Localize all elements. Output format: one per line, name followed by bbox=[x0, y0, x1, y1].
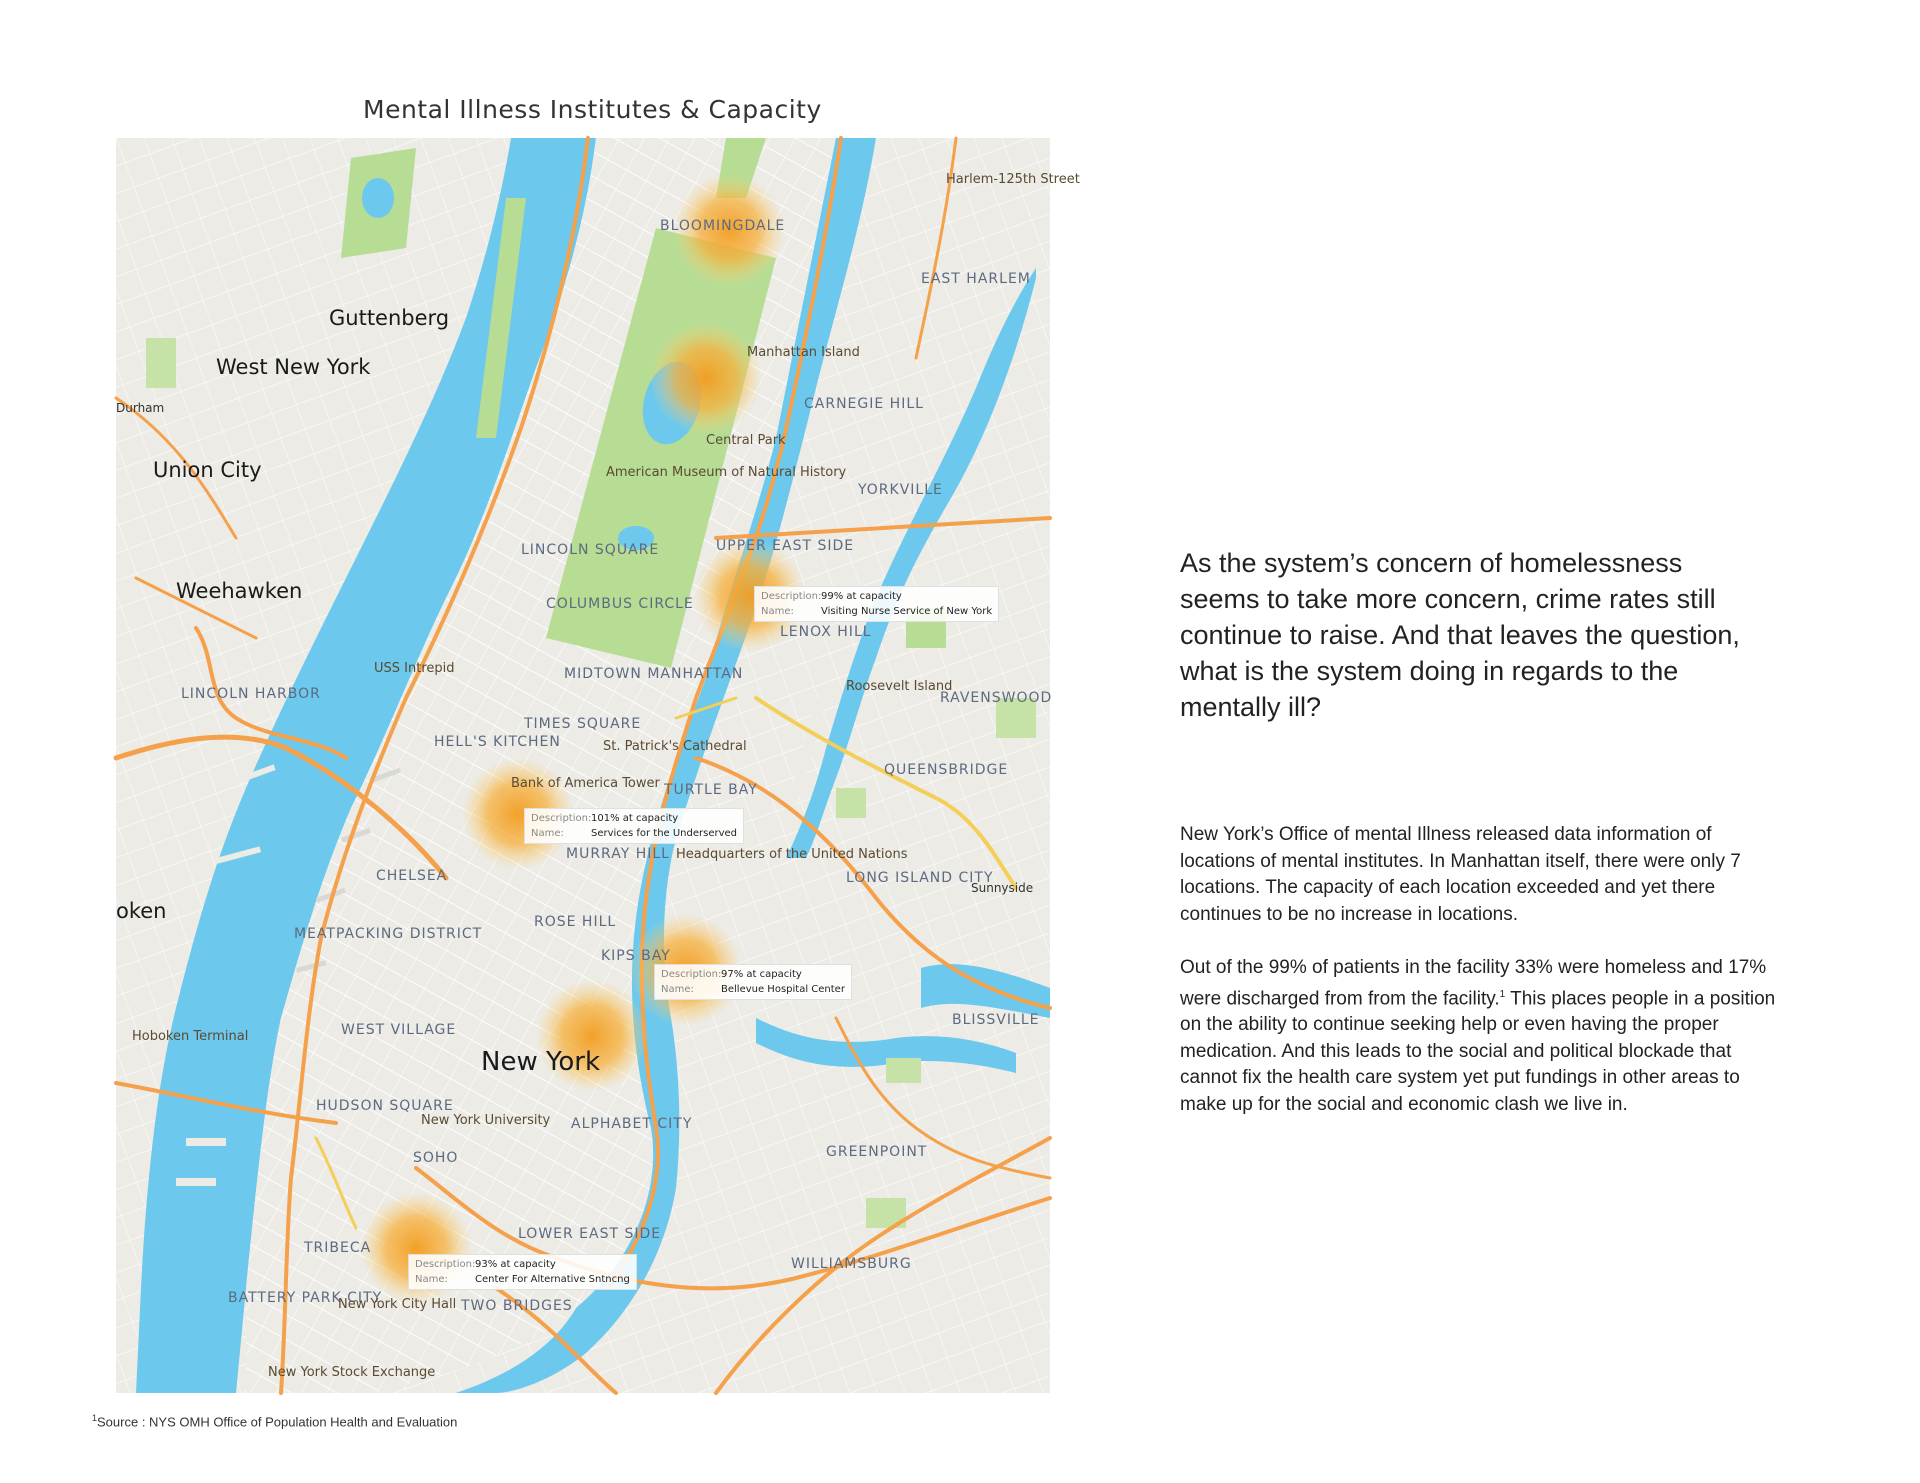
label-queensbridge: QUEENSBRIDGE bbox=[884, 762, 1009, 778]
label-carnegie-hill: CARNEGIE HILL bbox=[804, 396, 924, 412]
label-tribeca: TRIBECA bbox=[304, 1240, 372, 1256]
label-east-harlem: EAST HARLEM bbox=[921, 271, 1031, 287]
label-lenox-hill: LENOX HILL bbox=[780, 624, 872, 640]
map[interactable] bbox=[116, 138, 1080, 1393]
tooltip-key: Name: bbox=[761, 606, 794, 617]
label-blissville: BLISSVILLE bbox=[952, 1012, 1040, 1028]
paragraph-2 bbox=[1180, 955, 1780, 1118]
label-greenpoint: GREENPOINT bbox=[826, 1144, 928, 1160]
paragraph-2-continued: This places people in a position on the ability to continue seeking help or even having the proper medication. And this leads to the social and political blockade that cannot fix the health care system yet put fundings in other areas to make up for the social and economic clash we live in. bbox=[1180, 987, 1776, 1115]
tooltip-key: Description: bbox=[531, 813, 592, 824]
label-upper-east-side: UPPER EAST SIDE bbox=[716, 538, 855, 554]
label-un-hq: Headquarters of the United Nations bbox=[676, 847, 908, 862]
label-midtown: MIDTOWN MANHATTAN bbox=[564, 666, 744, 682]
label-soho: SOHO bbox=[413, 1150, 459, 1166]
heading-text: As the system’s concern of homelessness seems to take more concern, crime rates still continue to raise. And that leaves the question, what is the system doing in regards to the mentally ill? bbox=[1180, 548, 1740, 722]
tooltip-description: 93% at capacity bbox=[475, 1259, 556, 1270]
tooltip-name: Services for the Underserved bbox=[591, 828, 738, 839]
label-amnh: American Museum of Natural History bbox=[606, 465, 847, 480]
label-battery-park-city: BATTERY PARK CITY bbox=[228, 1290, 383, 1306]
tooltip-description: 97% at capacity bbox=[721, 969, 802, 980]
tooltip-key: Description: bbox=[415, 1259, 476, 1270]
label-chelsea: CHELSEA bbox=[376, 868, 448, 884]
tooltip-services-underserved bbox=[524, 808, 744, 844]
label-nyu: New York University bbox=[421, 1113, 551, 1128]
footnote-text: Source : NYS OMH Office of Population Health and Evaluation bbox=[97, 1414, 458, 1430]
tooltip-center-alternative bbox=[408, 1254, 637, 1290]
label-harlem-station: Harlem-125th Street bbox=[946, 172, 1080, 187]
label-ravenswood: RAVENSWOOD bbox=[940, 690, 1053, 706]
label-bloomingdale: BLOOMINGDALE bbox=[660, 218, 786, 234]
label-lincoln-harbor: LINCOLN HARBOR bbox=[181, 686, 321, 702]
tooltip-name: Bellevue Hospital Center bbox=[721, 984, 845, 995]
label-roosevelt-island: Roosevelt Island bbox=[846, 679, 953, 694]
label-yorkville: YORKVILLE bbox=[858, 482, 943, 498]
tooltip-bellevue bbox=[654, 964, 852, 1000]
label-guttenberg: Guttenberg bbox=[329, 306, 450, 330]
label-weehawken: Weehawken bbox=[176, 579, 303, 603]
tooltip-key: Name: bbox=[415, 1274, 448, 1285]
label-west-new-york: West New York bbox=[216, 355, 371, 379]
paragraph-2-text: Out of the 99% of patients in the facility 33% were homeless and 17% were discharged from from the facility. bbox=[1180, 957, 1767, 1009]
label-west-village: WEST VILLAGE bbox=[341, 1022, 457, 1038]
heading bbox=[1180, 545, 1760, 725]
tooltip-name: Center For Alternative Sntncng bbox=[475, 1274, 630, 1285]
tooltip-key: Description: bbox=[761, 591, 822, 602]
tooltip-key: Name: bbox=[661, 984, 694, 995]
label-two-bridges: TWO BRIDGES bbox=[461, 1298, 573, 1314]
label-manhattan-island: Manhattan Island bbox=[747, 345, 860, 360]
heat-marker[interactable] bbox=[651, 323, 761, 433]
tooltip-name: Visiting Nurse Service of New York bbox=[821, 606, 993, 617]
label-nyse: New York Stock Exchange bbox=[268, 1365, 436, 1380]
label-hoboken: oken bbox=[116, 899, 167, 923]
label-long-island-city: LONG ISLAND CITY bbox=[846, 870, 994, 886]
footnote bbox=[92, 1413, 457, 1429]
footnote-number: 1 bbox=[92, 1413, 98, 1423]
label-st-patricks: St. Patrick's Cathedral bbox=[603, 739, 747, 754]
label-bank-of-america: Bank of America Tower bbox=[511, 776, 660, 791]
label-williamsburg: WILLIAMSBURG bbox=[791, 1256, 912, 1272]
tooltip-key: Name: bbox=[531, 828, 564, 839]
label-union-city: Union City bbox=[153, 458, 262, 482]
footnote-mark: 1 bbox=[1499, 988, 1506, 1000]
label-sunnyside: Sunnyside bbox=[971, 881, 1034, 895]
label-lower-east-side: LOWER EAST SIDE bbox=[518, 1226, 662, 1242]
label-murray-hill: MURRAY HILL bbox=[566, 846, 670, 862]
tooltip-key: Description: bbox=[661, 969, 722, 980]
paragraph-1: New York’s Office of mental Illness released data information of locations of mental institutes. In Manhattan itself, there were only 7 locations. The capacity of each location exceeded and yet there continues to be no increase in locations. bbox=[1180, 824, 1741, 925]
label-central-park: Central Park bbox=[706, 433, 786, 448]
label-lincoln-square: LINCOLN SQUARE bbox=[521, 542, 660, 558]
tooltip-description: 99% at capacity bbox=[821, 591, 902, 602]
map-canvas[interactable] bbox=[116, 138, 1080, 1393]
map-title: Mental Illness Institutes & Capacity bbox=[363, 95, 822, 124]
label-hudson-square: HUDSON SQUARE bbox=[316, 1098, 454, 1114]
body-text bbox=[1180, 822, 1780, 1145]
label-new-york: New York bbox=[481, 1047, 601, 1077]
label-columbus-circle: COLUMBUS CIRCLE bbox=[546, 596, 694, 612]
label-meatpacking: MEATPACKING DISTRICT bbox=[294, 926, 483, 942]
label-rose-hill: ROSE HILL bbox=[534, 914, 617, 930]
tooltip-visiting-nurse bbox=[754, 586, 999, 622]
label-times-square: TIMES SQUARE bbox=[524, 716, 642, 732]
label-city-hall: New York City Hall bbox=[338, 1297, 457, 1312]
label-hoboken-terminal: Hoboken Terminal bbox=[132, 1029, 249, 1044]
tooltip-description: 101% at capacity bbox=[591, 813, 679, 824]
label-uss-intrepid: USS Intrepid bbox=[374, 661, 455, 676]
label-hells-kitchen: HELL'S KITCHEN bbox=[434, 734, 561, 750]
label-turtle-bay: TURTLE BAY bbox=[664, 782, 758, 798]
label-durham: Durham bbox=[116, 401, 165, 415]
label-alphabet-city: ALPHABET CITY bbox=[571, 1116, 693, 1132]
label-kips-bay: KIPS BAY bbox=[601, 948, 671, 964]
